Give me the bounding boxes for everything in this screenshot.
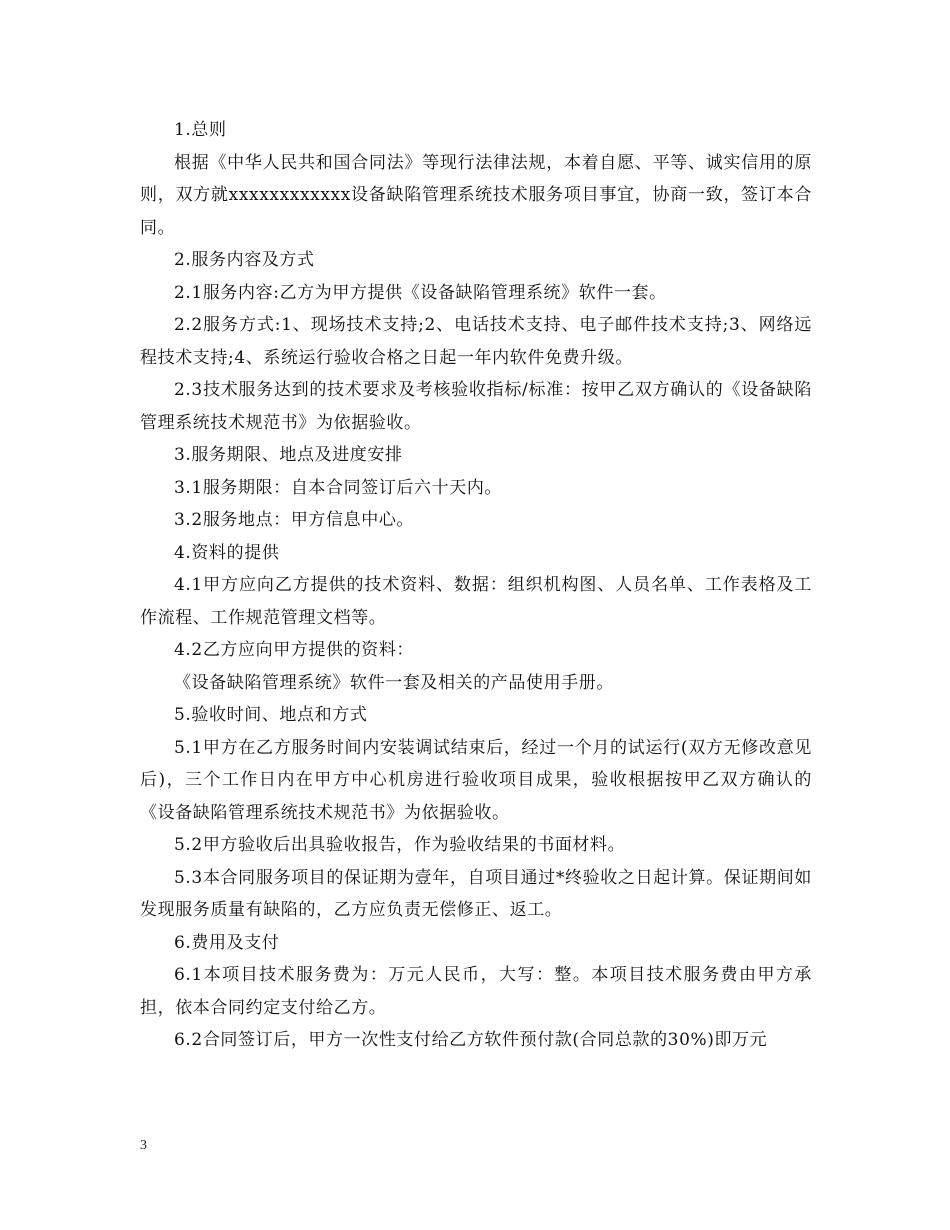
document-body: [140, 114, 812, 1057]
clause-3-1: 3.1服务期限：自本合同签订后六十天内。: [174, 477, 503, 498]
section-heading-materials: 4.资料的提供: [174, 542, 280, 563]
clause-2-3: 2.3技术服务达到的技术要求及考核验收指标/标准：按甲乙双方确认的《设备缺陷管理系统技术规范书》为依据验收。: [140, 380, 812, 433]
clause-6-2: 6.2合同签订后，甲方一次性支付给乙方软件预付款(合同总款的30%)即万元: [174, 1030, 768, 1050]
clause-2-1: 2.1服务内容:乙方为甲方提供《设备缺陷管理系统》软件一套。: [174, 282, 667, 303]
clause-5-3: 5.3本合同服务项目的保证期为壹年，自项目通过*终验收之日起计算。保证期间如发现服务质量有缺陷的，乙方应负责无偿修正、返工。: [140, 867, 812, 920]
section-heading-acceptance: 5.验收时间、地点和方式: [174, 705, 368, 725]
section-heading-term: 3.服务期限、地点及进度安排: [174, 445, 403, 465]
section-heading-service: 2.服务内容及方式: [174, 250, 315, 270]
clause-6-1: 6.1本项目技术服务费为：万元人民币，大写：整。本项目技术服务费由甲方承担，依本合同约定支付给乙方。: [140, 965, 812, 1018]
page-number: 3: [140, 1138, 147, 1153]
section-heading-payment: 6.费用及支付: [174, 932, 280, 953]
clause-3-2: 3.2服务地点：甲方信息中心。: [174, 510, 415, 530]
clause-5-1: 5.1甲方在乙方服务时间内安装调试结束后，经过一个月的试运行(双方无修改意见后)，三个工作日内在甲方中心机房进行验收项目成果，验收根据按甲乙双方确认的《设备缺陷管理系统技术规范书》为依据验收。: [140, 737, 812, 823]
clause-5-2: 5.2甲方验收后出具验收报告，作为验收结果的书面材料。: [174, 835, 626, 855]
clause-4-2-detail: 《设备缺陷管理系统》软件一套及相关的产品使用手册。: [174, 672, 614, 693]
clause-4-2: 4.2乙方应向甲方提供的资料：: [174, 640, 415, 660]
clause-4-1: 4.1甲方应向乙方提供的技术资料、数据：组织机构图、人员名单、工作表格及工作流程、工作规范管理文档等。: [140, 575, 812, 628]
section-heading-general: 1.总则: [174, 120, 227, 140]
paragraph-preamble: 根据《中华人民共和国合同法》等现行法律法规，本着自愿、平等、诚实信用的原则，双方就xxxxxxxxxxxx设备缺陷管理系统技术服务项目事宜，协商一致，签订本合同。: [140, 152, 812, 238]
clause-2-2: 2.2服务方式:1、现场技术支持;2、电话技术支持、电子邮件技术支持;3、网络远程技术支持;4、系统运行验收合格之日起一年内软件免费升级。: [140, 315, 812, 368]
